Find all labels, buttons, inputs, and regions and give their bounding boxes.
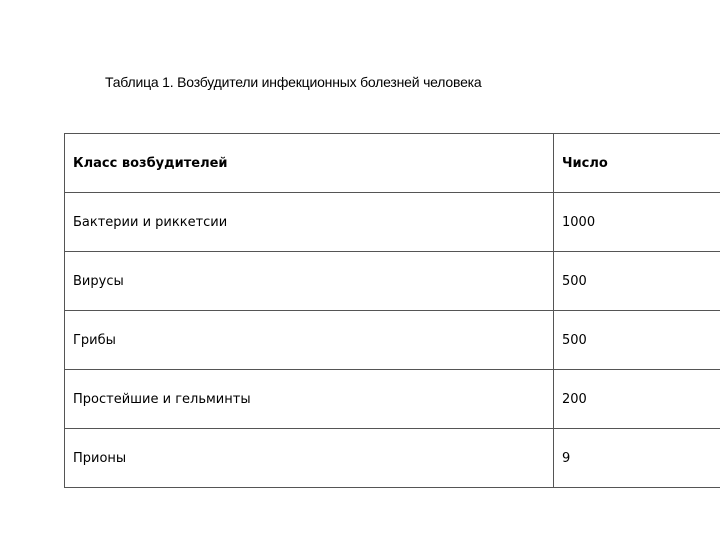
cell-class: Бактерии и риккетсии [65,193,554,252]
table-row [65,429,720,488]
table-row [65,193,720,252]
header-class: Класс возбудителей [65,134,554,193]
table-header-row [65,134,720,193]
cell-count: 500 [554,252,720,311]
cell-count: 9 [554,429,720,488]
cell-class: Прионы [65,429,554,488]
cell-class: Грибы [65,311,554,370]
cell-class: Простейшие и гельминты [65,370,554,429]
table-row [65,252,720,311]
table-row [65,370,720,429]
header-count: Число [554,134,720,193]
cell-count: 500 [554,311,720,370]
pathogen-table [64,133,720,488]
cell-count: 1000 [554,193,720,252]
cell-count: 200 [554,370,720,429]
table-row [65,311,720,370]
table-caption: Таблица 1. Возбудители инфекционных болезней человека [105,74,482,90]
cell-class: Вирусы [65,252,554,311]
